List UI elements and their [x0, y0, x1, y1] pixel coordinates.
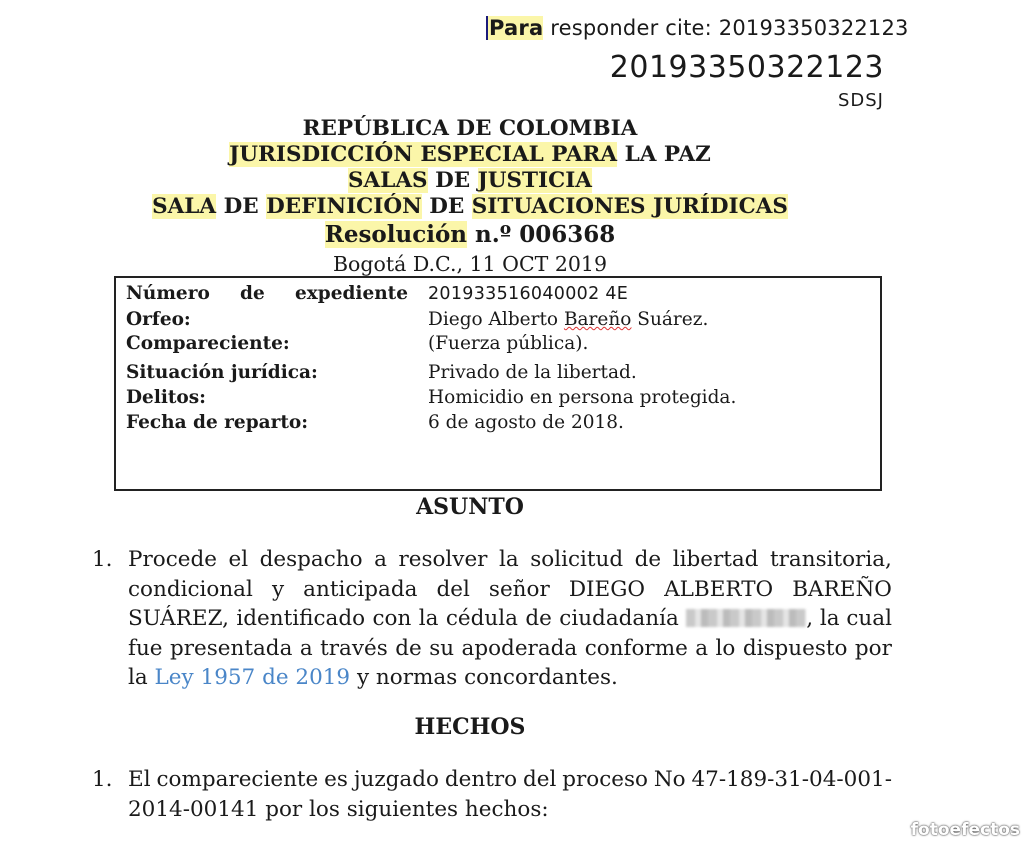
text-line: El compareciente es juzgado dentro del proceso No 47-189-31-04-001- [128, 767, 892, 792]
case-row-orfeo [126, 309, 866, 335]
case-row-fecha-reparto [126, 412, 866, 438]
case-label: Fecha de reparto: [126, 412, 309, 433]
case-info-box [114, 276, 882, 491]
resolution-date: Bogotá D.C., 11 OCT 2019 [332, 252, 608, 276]
case-value: Privado de la libertad. [428, 362, 637, 383]
case-value: Diego Alberto Bareño Suárez. [428, 309, 709, 330]
section-title-asunto: ASUNTO [416, 494, 524, 520]
document-heading [120, 116, 820, 278]
text-line: Procede el despacho a resolver la solicitud de libertad transitoria, [128, 547, 892, 572]
redacted-id-number [686, 609, 806, 627]
asunto-paragraph [92, 545, 892, 693]
watermark: fotoefectos [910, 820, 1020, 840]
heading-jurisdiccion: JURISDICCIÓN ESPECIAL PARA LA PAZ [229, 142, 711, 167]
radicado-number: 20193350322123 [609, 50, 884, 85]
text-line: condicional y anticipada del señor DIEGO ALBERTO BAREÑO [128, 576, 892, 602]
dependency-code: SDSJ [837, 90, 884, 111]
law-link[interactable]: Ley 1957 de 2019 [154, 665, 351, 690]
text-line: 2014-00141 por los siguientes hechos: [128, 796, 549, 822]
cite-reference [486, 16, 909, 40]
text-line: fue presentada a través de su apoderada conforme a lo dispuesto por [128, 635, 892, 661]
case-row-situacion [126, 362, 866, 388]
heading-salas: SALAS DE JUSTICIA [348, 168, 592, 193]
list-number: 1. [92, 547, 113, 572]
paragraph-text [128, 545, 892, 693]
paragraph-text [128, 765, 892, 824]
cite-text: responder cite: 20193350322123 [543, 16, 909, 40]
cite-prefix: Para [486, 16, 543, 40]
case-row-delitos [126, 387, 866, 413]
heading-sala-definicion: SALA DE DEFINICIÓN DE SITUACIONES JURÍDICAS [152, 194, 788, 219]
section-title-hechos: HECHOS [414, 714, 526, 740]
heading-republica: REPÚBLICA DE COLOMBIA [302, 116, 638, 141]
case-value: Homicidio en persona protegida. [428, 387, 737, 408]
case-value: (Fuerza pública). [428, 333, 589, 354]
case-value: 201933516040002 4E [428, 284, 629, 304]
case-row-expediente [126, 283, 866, 309]
case-value: 6 de agosto de 2018. [428, 412, 624, 433]
case-label: Número de expediente [126, 283, 408, 304]
text-line: SUÁREZ, identificado con la cédula de ciudadanía , la cual [128, 606, 892, 631]
case-label: Orfeo: [126, 309, 191, 330]
case-label: Situación jurídica: [126, 362, 318, 383]
case-label: Compareciente: [126, 333, 290, 354]
case-label: Delitos: [126, 387, 206, 408]
hechos-paragraph [92, 765, 892, 824]
resolution-number: Resolución n.º 006368 [324, 221, 616, 248]
list-number: 1. [92, 767, 113, 792]
case-row-compareciente [126, 333, 866, 359]
text-line: la Ley 1957 de 2019 y normas concordantes. [128, 665, 618, 690]
